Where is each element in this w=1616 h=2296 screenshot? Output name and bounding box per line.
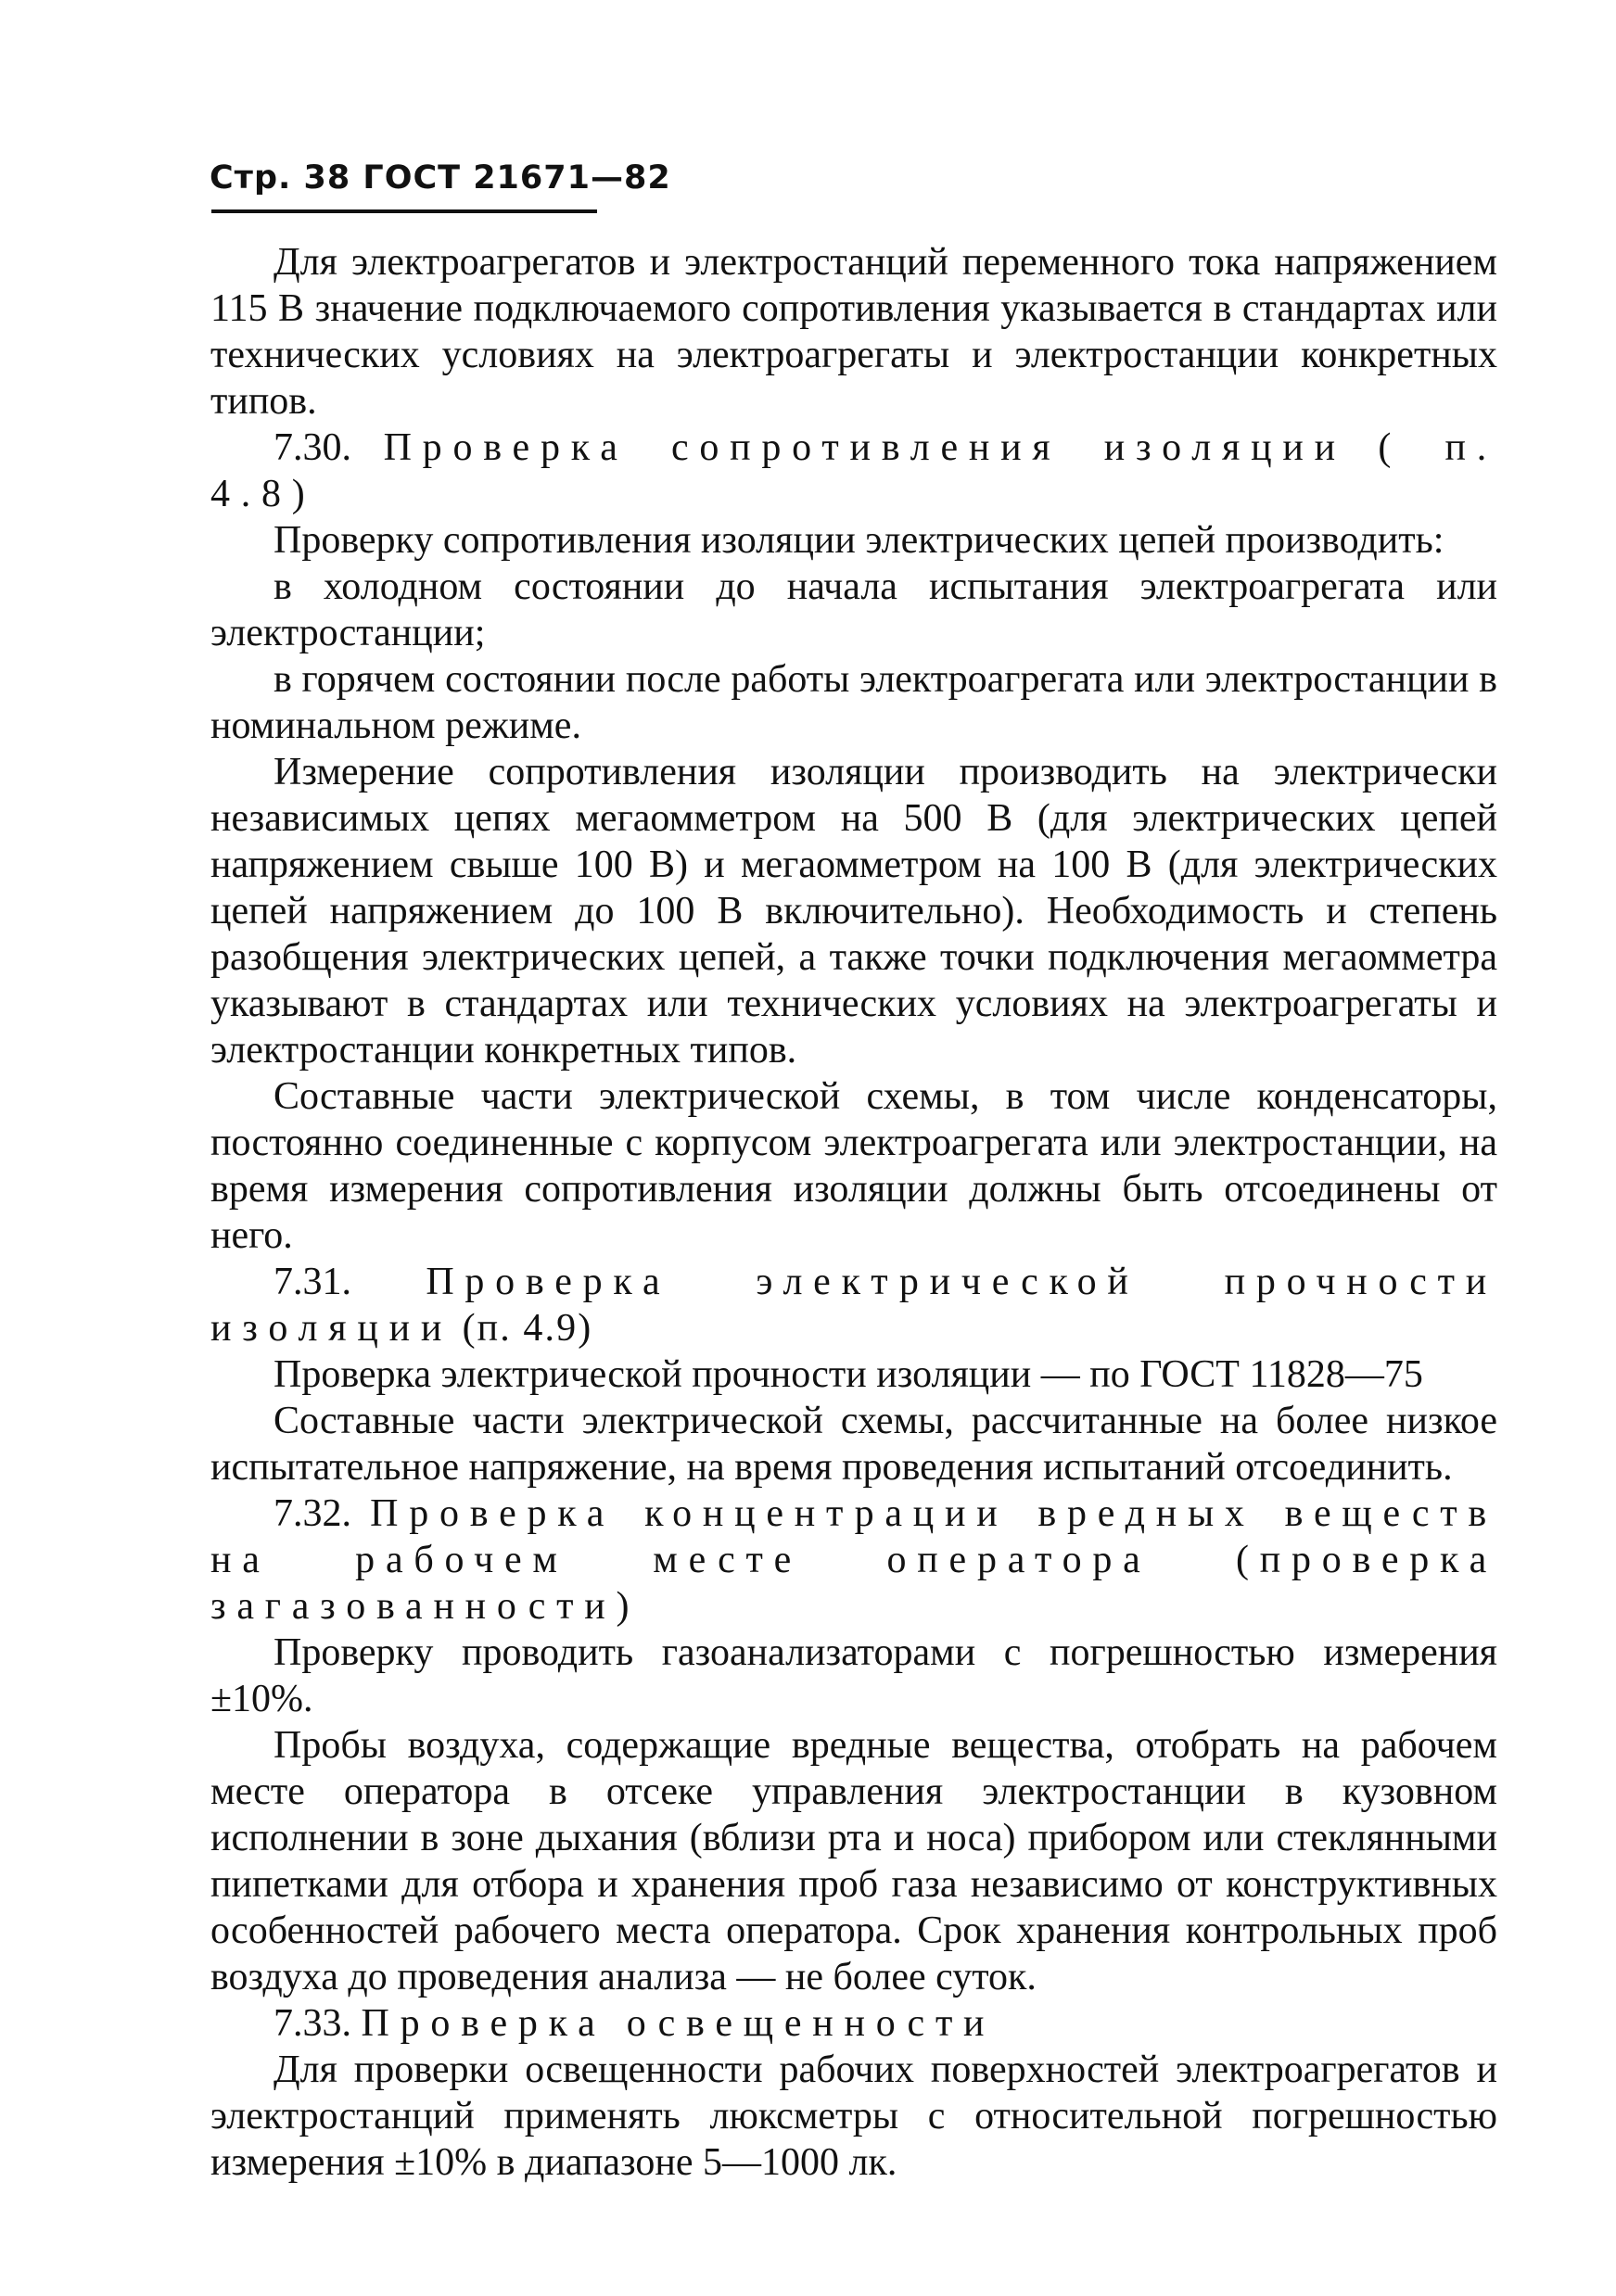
page-header: Стр. 38 ГОСТ 21671—82 (210, 159, 671, 197)
section-heading-7-31 (210, 1259, 1497, 1351)
section-title: Проверка электрической прочности изоляции (210, 1261, 1497, 1350)
section-number: 7.31. (274, 1261, 351, 1303)
paragraph: Для электроагрегатов и электростанций переменного тока напряжением 115 В значение подключаемого сопротивления указывается в стандартах или технических условиях на электроагрегаты и электростанции конкретных типов. (210, 241, 1497, 423)
section-number: 7.33. (274, 2002, 351, 2045)
section-heading-7-32 (210, 1490, 1497, 1630)
paragraph: Проверка электрической прочности изоляции — по ГОСТ 11828—75 (274, 1353, 1423, 1396)
section-title: Проверка сопротивления изоляции (383, 426, 1346, 469)
document-body (210, 239, 1497, 2186)
paragraph: Проверку сопротивления изоляции электрических цепей производить: (274, 519, 1444, 562)
section-title: Проверка освещенности (361, 2002, 996, 2045)
section-reference: ( п. 4.8) (210, 426, 1497, 515)
paragraph: Составные части электрической схемы, в том числе конденсаторы, постоянно соединенные с корпусом электроагрегата или электростанции, на время измерения сопротивления изоляции должны быть отсоединены от него. (210, 1075, 1497, 1257)
section-heading-7-33 (210, 2000, 1497, 2047)
paragraph: Для проверки освещенности рабочих поверхностей электроагрегатов и электростанций применять люксметры с относительной погрешностью измерения ±10% в диапазоне 5—1000 лк. (210, 2049, 1497, 2184)
header-rule (211, 209, 597, 213)
section-number: 7.30. (274, 426, 351, 469)
section-heading-7-30 (210, 425, 1497, 517)
paragraph: Пробы воздуха, содержащие вредные вещества, отобрать на рабочем месте оператора в отсеке управления электростанции в кузовном исполнении в зоне дыхания (вблизи рта и носа) прибором или стеклянными пипетками для отбора и хранения проб газа независимо от конструктивных особенностей рабочего места оператора. Срок хранения контрольных проб воздуха до проведения анализа — не более суток. (210, 1724, 1497, 1998)
section-reference: (п. 4.9) (462, 1307, 593, 1350)
section-number: 7.32. (274, 1492, 351, 1535)
paragraph: в горячем состоянии после работы электроагрегата или электростанции в номинальном режиме. (210, 658, 1497, 747)
paragraph: Проверку проводить газоанализаторами с погрешностью измерения ±10%. (210, 1631, 1497, 1720)
section-title: Проверка концентрации вредных веществ на рабочем месте оператора (проверка загазованности) (210, 1492, 1497, 1628)
paragraph: Составные части электрической схемы, рассчитанные на более низкое испытательное напряжение, на время проведения испытаний отсоединить. (210, 1400, 1497, 1489)
paragraph: в холодном состоянии до начала испытания электроагрегата или электростанции; (210, 565, 1497, 654)
paragraph: Измерение сопротивления изоляции производить на электрически независимых цепях мегаомметром на 500 В (для электрических цепей напряжением свыше 100 В) и мегаомметром на 100 В (для электрических цепей напряжением до 100 В включительно). Необходимость и степень разобщения электрических цепей, а также точки подключения мегаомметра указывают в стандартах или технических условиях на электроагрегаты и электростанции конкретных типов. (210, 751, 1497, 1072)
